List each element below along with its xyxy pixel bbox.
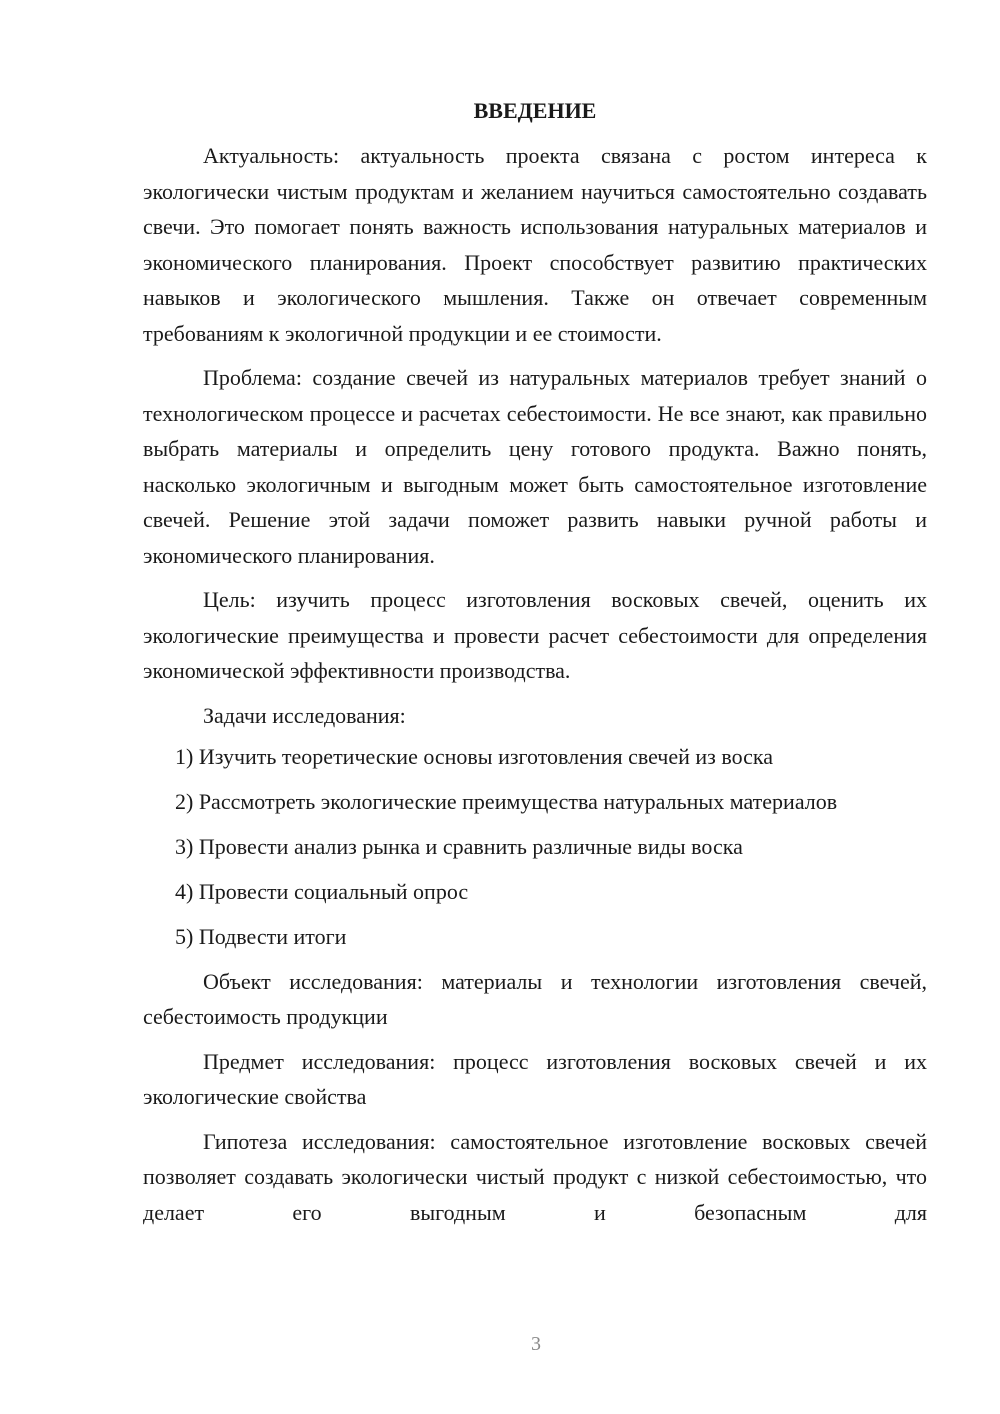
list-item: 5) Подвести итоги bbox=[175, 924, 347, 949]
page-title: ВВЕДЕНИЕ bbox=[473, 98, 597, 123]
paragraph-hypothesis: Гипотеза исследования: самостоятельное изготовление восковых свечей позволяет создавать экологически чистый продукт с низкой себестоимостью, что делает его выгодным и безопасным для bbox=[143, 1128, 927, 1225]
list-item: 4) Провести социальный опрос bbox=[175, 879, 469, 904]
paragraph-relevance: Актуальность: актуальность проекта связана с ростом интереса к экологически чистым продуктам и желанием научиться самостоятельно создавать свечи. Это помогает понять важность использования натуральных материалов и экономического планирования. Проект способствует развитию практических навыков и экологического мышления. Также он отвечает современным требованиям к экологичной продукции и ее стоимости. bbox=[143, 143, 927, 346]
paragraph-object: Объект исследования: материалы и технологии изготовления свечей, себестоимость продукции bbox=[143, 968, 927, 1029]
paragraph-goal: Цель: изучить процесс изготовления восковых свечей, оценить их экологические преимущества и провести расчет себестоимости для определения экономической эффективности производства. bbox=[143, 587, 927, 683]
paragraph-subject: Предмет исследования: процесс изготовления восковых свечей и их экологические свойства bbox=[143, 1048, 927, 1109]
paragraph-tasks-heading: Задачи исследования: bbox=[203, 702, 406, 728]
list-item: 1) Изучить теоретические основы изготовления свечей из воска bbox=[175, 744, 774, 769]
list-item: 3) Провести анализ рынка и сравнить различные виды воска bbox=[175, 834, 743, 859]
page-number: 3 bbox=[531, 1333, 541, 1355]
list-item: 2) Рассмотреть экологические преимущества натуральных материалов bbox=[175, 789, 838, 814]
tasks-list bbox=[143, 739, 927, 955]
paragraph-problem: Проблема: создание свечей из натуральных материалов требует знаний о технологическом процессе и расчетах себестоимости. Не все знают, как правильно выбрать материалы и определить цену готового продукта. Важно понять, насколько экологичным и выгодным может быть самостоятельное изготовление свечей. Решение этой задачи поможет развить навыки ручной работы и экономического планирования. bbox=[143, 365, 927, 568]
document-page bbox=[143, 96, 927, 1230]
